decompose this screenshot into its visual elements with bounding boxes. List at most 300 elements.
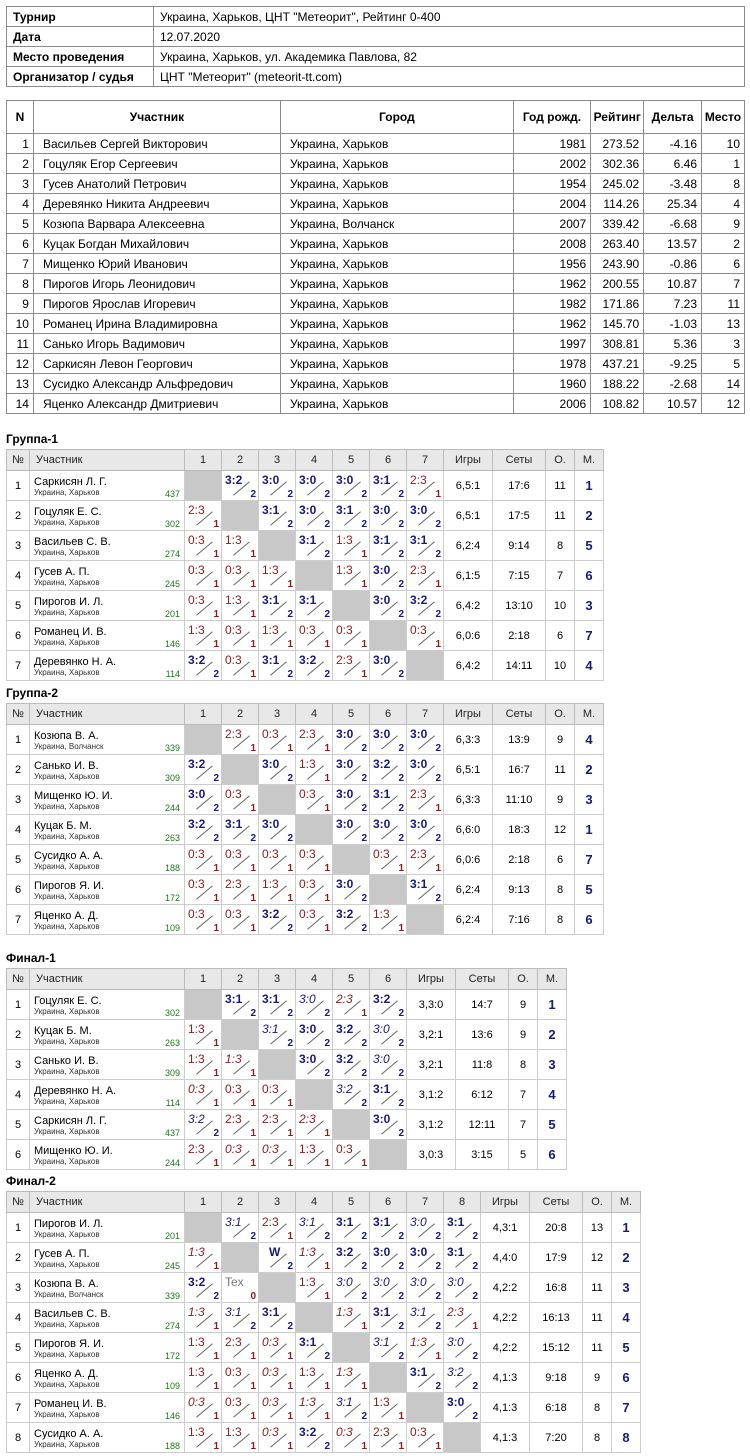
match-cell <box>333 1140 370 1170</box>
participant-cell <box>30 1363 185 1393</box>
match-cell <box>259 1080 296 1110</box>
match-score: 1:3 <box>188 1335 205 1349</box>
match-points: 2 <box>213 669 219 680</box>
self-cell <box>333 1333 370 1363</box>
match-points: 1 <box>213 1038 219 1049</box>
table-row <box>7 905 604 935</box>
match-score: 0:3 <box>262 1425 279 1439</box>
match-score: 0:3 <box>225 563 242 577</box>
table-cell: 273.52 <box>591 134 644 154</box>
row-number: 6 <box>7 621 30 651</box>
participant-name: Романец И. В. <box>34 625 107 638</box>
column-header: 4 <box>296 704 333 725</box>
self-cell <box>333 845 370 875</box>
row-number: 4 <box>7 1303 30 1333</box>
match-cell <box>333 905 370 935</box>
match-cell <box>333 725 370 755</box>
participant-city: Украина, Харьков <box>34 801 100 811</box>
match-points: 1 <box>250 803 256 814</box>
match-score: 0:3 <box>410 623 427 637</box>
match-points: 1 <box>213 1381 219 1392</box>
match-cell <box>296 1050 333 1080</box>
match-score: 1:3 <box>188 1365 205 1379</box>
match-points: 2 <box>398 609 404 620</box>
match-points: 1 <box>435 803 441 814</box>
participant-city: Украина, Харьков <box>34 771 100 781</box>
participant-city: Украина, Харьков <box>34 637 100 647</box>
match-score: 0:3 <box>336 1142 353 1156</box>
match-cell <box>185 1020 222 1050</box>
match-score: 1:3 <box>225 1425 242 1439</box>
table-cell: Пирогов Ярослав Игоревич <box>33 294 280 314</box>
match-cell <box>370 725 407 755</box>
match-score: 3:0 <box>299 473 317 487</box>
match-points: 2 <box>398 1351 404 1362</box>
row-number: 7 <box>7 1393 30 1423</box>
table-cell: Саркисян Левон Георгович <box>33 354 280 374</box>
sets-cell: 16:8 <box>530 1273 583 1303</box>
column-header: 3 <box>259 704 296 725</box>
section-title: Финал-1 <box>6 951 56 965</box>
table-cell: Украина, Харьков <box>280 354 513 374</box>
match-cell <box>185 1333 222 1363</box>
participant-name: Козюпа В. А. <box>34 729 99 742</box>
match-cell <box>222 1423 259 1453</box>
table-row <box>7 815 604 845</box>
games-cell: 6,0:6 <box>444 845 493 875</box>
table-cell: Украина, Харьков <box>280 174 513 194</box>
match-score: 3:0 <box>447 1335 464 1349</box>
match-cell <box>370 1020 407 1050</box>
match-score: 3:0 <box>373 817 391 831</box>
participant-city: Украина, Харьков <box>34 1006 100 1016</box>
match-cell <box>222 725 259 755</box>
table-cell: 10 <box>702 134 745 154</box>
match-score: 1:3 <box>373 907 390 921</box>
column-header: М. <box>538 969 567 990</box>
match-cell <box>407 785 444 815</box>
section-title: Финал-2 <box>6 1174 56 1188</box>
self-cell <box>259 531 296 561</box>
match-score: 1:3 <box>188 1245 205 1259</box>
column-header: 3 <box>259 969 296 990</box>
table-cell: 1962 <box>513 274 590 294</box>
match-points: 2 <box>213 833 219 844</box>
match-cell <box>444 1273 481 1303</box>
match-score: 0:3 <box>336 1425 353 1439</box>
sets-cell: 7:15 <box>493 561 546 591</box>
games-cell: 6,4:2 <box>444 591 493 621</box>
participant-rating: 114 <box>165 1098 180 1108</box>
match-score: 2:3 <box>225 877 242 891</box>
info-row <box>7 47 745 67</box>
self-cell <box>222 501 259 531</box>
column-header: Участник <box>30 704 185 725</box>
match-points: 1 <box>213 549 219 560</box>
match-points: 1 <box>250 1351 256 1362</box>
self-cell <box>370 621 407 651</box>
match-points: 2 <box>361 833 367 844</box>
table-cell: 4 <box>702 194 745 214</box>
match-cell <box>259 755 296 785</box>
match-score: 3:0 <box>336 817 354 831</box>
table-cell: 11 <box>702 294 745 314</box>
match-points: 2 <box>361 923 367 934</box>
table-cell: 2002 <box>513 154 590 174</box>
column-header: 7 <box>407 1192 444 1213</box>
match-score: 1:3 <box>336 563 353 577</box>
match-cell <box>259 1140 296 1170</box>
match-cell <box>259 591 296 621</box>
row-number: 2 <box>7 755 30 785</box>
table-cell: 2006 <box>513 394 590 414</box>
match-points: 1 <box>250 923 256 934</box>
participant-cell <box>30 591 185 621</box>
match-points: 1 <box>361 1158 367 1169</box>
match-points: 2 <box>250 1321 256 1332</box>
match-cell <box>370 1243 407 1273</box>
match-points: 2 <box>324 609 330 620</box>
match-score: 0:3 <box>299 907 316 921</box>
participant-rating: 339 <box>164 1291 180 1301</box>
match-cell <box>370 591 407 621</box>
match-score: 3:1 <box>410 1305 427 1319</box>
place-cell: 7 <box>575 621 604 651</box>
table-cell: 308.81 <box>591 334 644 354</box>
self-cell <box>185 1213 222 1243</box>
place-cell: 2 <box>612 1243 641 1273</box>
match-cell <box>370 1050 407 1080</box>
match-score: 3:2 <box>336 1052 354 1066</box>
table-cell: Украина, Харьков <box>280 334 513 354</box>
match-cell <box>370 990 407 1020</box>
table-cell: 339.42 <box>591 214 644 234</box>
match-cell <box>296 651 333 681</box>
table-cell: -9.25 <box>644 354 702 374</box>
match-points: 1 <box>287 579 293 590</box>
match-score: 3:1 <box>299 533 317 547</box>
match-points: 1 <box>361 579 367 590</box>
match-score: 1:3 <box>299 1395 316 1409</box>
table-row <box>7 1333 641 1363</box>
match-cell <box>370 815 407 845</box>
games-cell: 4,2:2 <box>481 1333 530 1363</box>
match-cell <box>370 1333 407 1363</box>
match-cell <box>222 875 259 905</box>
match-score: 3:0 <box>410 817 428 831</box>
match-cell <box>259 845 296 875</box>
match-score: 1:3 <box>188 1425 205 1439</box>
match-points: 2 <box>398 743 404 754</box>
match-score: 3:0 <box>373 1245 391 1259</box>
info-key: Организатор / судья <box>7 67 154 87</box>
match-score: 2:3 <box>299 1112 316 1126</box>
match-cell <box>370 785 407 815</box>
match-points: 1 <box>213 1441 219 1452</box>
table-cell: 5 <box>7 214 34 234</box>
participant-cell <box>30 845 185 875</box>
games-cell: 3,1:2 <box>407 1110 456 1140</box>
match-cell <box>222 531 259 561</box>
match-cell <box>444 1303 481 1333</box>
match-score: 2:3 <box>447 1305 464 1319</box>
table-cell: Украина, Волчанск <box>280 214 513 234</box>
self-cell <box>296 815 333 845</box>
participant-cell <box>30 725 185 755</box>
participant-name: Васильев С. В. <box>34 1307 111 1320</box>
match-cell <box>185 1393 222 1423</box>
place-cell: 8 <box>612 1423 641 1453</box>
points-cell: 6 <box>546 845 575 875</box>
match-points: 1 <box>435 1441 441 1452</box>
info-value: 12.07.2020 <box>154 27 745 47</box>
participant-name: Мищенко Ю. И. <box>34 1144 113 1157</box>
participant-cell <box>30 1140 185 1170</box>
table-cell: 1954 <box>513 174 590 194</box>
match-points: 2 <box>361 803 367 814</box>
participant-city: Украина, Харьков <box>34 1036 100 1046</box>
participant-name: Пирогов И. Л. <box>34 595 104 608</box>
match-points: 1 <box>287 639 293 650</box>
match-score: 3:1 <box>336 503 354 517</box>
match-score: 3:2 <box>188 817 206 831</box>
row-number: 7 <box>7 905 30 935</box>
match-score: 0:3 <box>225 907 242 921</box>
table-row <box>7 374 745 394</box>
match-cell <box>185 561 222 591</box>
participant-rating: 146 <box>164 639 180 649</box>
match-cell <box>296 1140 333 1170</box>
grid-header-row <box>7 704 604 725</box>
match-score: 3:2 <box>225 473 243 487</box>
match-score: 3:0 <box>410 503 428 517</box>
column-header: № <box>7 1192 30 1213</box>
match-score: 1:3 <box>373 1395 390 1409</box>
match-score: 3:2 <box>373 992 391 1006</box>
column-header: Сеты <box>530 1192 583 1213</box>
row-number: 5 <box>7 845 30 875</box>
match-cell <box>370 1110 407 1140</box>
column-header: 1 <box>185 450 222 471</box>
match-cell <box>185 1050 222 1080</box>
match-cell <box>407 1213 444 1243</box>
match-points: 2 <box>287 1008 293 1019</box>
match-cell <box>370 755 407 785</box>
match-score: W <box>269 1245 281 1259</box>
participant-city: Украина, Харьков <box>34 891 100 901</box>
match-score: 0:3 <box>225 1365 242 1379</box>
match-points: 2 <box>324 669 330 680</box>
section-title: Группа-2 <box>6 686 59 700</box>
match-score: 2:3 <box>410 787 427 801</box>
row-number: 1 <box>7 471 30 501</box>
match-score: 3:1 <box>225 1305 242 1319</box>
match-points: 2 <box>324 1351 330 1362</box>
table-cell: Гоцуляк Егор Сергеевич <box>33 154 280 174</box>
match-points: 2 <box>361 519 367 530</box>
match-cell <box>333 1213 370 1243</box>
match-score: 1:3 <box>188 1022 205 1036</box>
match-cell <box>259 561 296 591</box>
match-points: 1 <box>250 893 256 904</box>
match-score: 3:0 <box>373 1112 391 1126</box>
table-row <box>7 294 745 314</box>
column-header: 7 <box>407 450 444 471</box>
participant-rating: 437 <box>164 489 180 499</box>
info-row <box>7 67 745 87</box>
self-cell <box>296 1080 333 1110</box>
games-cell: 6,1:5 <box>444 561 493 591</box>
participant-name: Яценко А. Д. <box>34 1367 99 1380</box>
column-header: 5 <box>333 969 370 990</box>
table-cell: 1981 <box>513 134 590 154</box>
participant-name: Саркисян Л. Г. <box>34 475 107 488</box>
match-cell <box>185 1080 222 1110</box>
match-cell <box>407 1333 444 1363</box>
match-score: 3:0 <box>373 503 391 517</box>
match-points: 1 <box>250 669 256 680</box>
self-cell <box>370 875 407 905</box>
table-row <box>7 651 604 681</box>
match-score: 0:3 <box>299 877 316 891</box>
table-cell: 1978 <box>513 354 590 374</box>
table-cell: Украина, Харьков <box>280 274 513 294</box>
match-points: 2 <box>213 1291 219 1302</box>
match-cell <box>259 651 296 681</box>
table-cell: 188.22 <box>591 374 644 394</box>
match-score: 3:0 <box>410 1275 427 1289</box>
match-points: 1 <box>361 1381 367 1392</box>
match-cell <box>222 815 259 845</box>
match-score: 3:0 <box>447 1275 464 1289</box>
match-score: 3:0 <box>299 1052 317 1066</box>
sets-cell: 6:12 <box>456 1080 509 1110</box>
participant-name: Козюпа В. А. <box>34 1277 99 1290</box>
column-header: № <box>7 969 30 990</box>
sets-cell: 16:13 <box>530 1303 583 1333</box>
sets-cell: 9:13 <box>493 875 546 905</box>
round-robin-table <box>6 1191 641 1453</box>
games-cell: 4,2:2 <box>481 1303 530 1333</box>
sets-cell: 6:18 <box>530 1393 583 1423</box>
match-points: 2 <box>398 1038 404 1049</box>
participant-cell <box>30 501 185 531</box>
table-cell: 10 <box>7 314 34 334</box>
match-points: 2 <box>287 609 293 620</box>
points-cell: 11 <box>583 1273 612 1303</box>
match-score: 3:1 <box>262 653 280 667</box>
match-points: 1 <box>250 1441 256 1452</box>
match-cell <box>259 1333 296 1363</box>
match-cell <box>222 1213 259 1243</box>
match-cell <box>296 1243 333 1273</box>
table-cell: 243.90 <box>591 254 644 274</box>
match-points: 1 <box>361 669 367 680</box>
match-points: 1 <box>435 1351 441 1362</box>
match-score: Tex <box>225 1275 244 1289</box>
participant-cell <box>30 1303 185 1333</box>
row-number: 3 <box>7 531 30 561</box>
column-header: 2 <box>222 450 259 471</box>
match-cell <box>185 875 222 905</box>
match-points: 1 <box>472 1321 478 1332</box>
participant-cell <box>30 1273 185 1303</box>
table-row <box>7 591 604 621</box>
match-cell <box>259 905 296 935</box>
table-row <box>7 1080 567 1110</box>
table-cell: 2 <box>702 234 745 254</box>
match-points: 1 <box>250 579 256 590</box>
place-cell: 2 <box>575 501 604 531</box>
participant-city: Украина, Харьков <box>34 607 100 617</box>
table-cell: 3 <box>7 174 34 194</box>
table-cell: 10.87 <box>644 274 702 294</box>
table-cell: 7 <box>7 254 34 274</box>
games-cell: 6,5:1 <box>444 501 493 531</box>
match-points: 2 <box>324 1008 330 1019</box>
match-points: 2 <box>398 1068 404 1079</box>
match-score: 1:3 <box>225 593 242 607</box>
match-points: 1 <box>324 1158 330 1169</box>
match-cell <box>259 1110 296 1140</box>
participant-city: Украина, Харьков <box>34 1259 100 1269</box>
points-cell: 13 <box>583 1213 612 1243</box>
match-cell <box>333 1393 370 1423</box>
points-cell: 8 <box>583 1393 612 1423</box>
table-cell: -4.16 <box>644 134 702 154</box>
participant-rating: 172 <box>164 1351 180 1361</box>
row-number: 6 <box>7 1363 30 1393</box>
match-score: 2:3 <box>336 992 353 1006</box>
match-points: 2 <box>472 1381 478 1392</box>
match-score: 3:0 <box>336 877 354 891</box>
match-cell <box>333 1423 370 1453</box>
points-cell: 11 <box>546 755 575 785</box>
games-cell: 4,4:0 <box>481 1243 530 1273</box>
games-cell: 4,1:3 <box>481 1393 530 1423</box>
table-cell: Деревянко Никита Андреевич <box>33 194 280 214</box>
points-cell: 8 <box>546 905 575 935</box>
games-cell: 6,5:1 <box>444 471 493 501</box>
points-cell: 5 <box>509 1140 538 1170</box>
row-number: 6 <box>7 875 30 905</box>
table-cell: Украина, Харьков <box>280 394 513 414</box>
info-row <box>7 7 745 27</box>
participant-name: Деревянко Н. А. <box>34 1084 117 1097</box>
match-score: 0:3 <box>262 1395 279 1409</box>
match-cell <box>407 725 444 755</box>
table-cell: 7 <box>702 274 745 294</box>
table-cell: 171.86 <box>591 294 644 314</box>
match-points: 2 <box>250 489 256 500</box>
row-number: 4 <box>7 815 30 845</box>
match-score: 3:1 <box>447 1215 465 1229</box>
match-score: 3:2 <box>336 1245 354 1259</box>
column-header: М. <box>612 1192 641 1213</box>
table-row <box>7 1243 641 1273</box>
row-number: 4 <box>7 1080 30 1110</box>
match-cell <box>222 591 259 621</box>
participant-name: Гоцуляк Е. С. <box>34 994 102 1007</box>
table-row <box>7 1423 641 1453</box>
place-cell: 5 <box>575 531 604 561</box>
column-header: Игры <box>444 450 493 471</box>
match-cell <box>296 755 333 785</box>
match-points: 2 <box>435 609 441 620</box>
match-score: 2:3 <box>225 727 242 741</box>
points-cell: 8 <box>546 531 575 561</box>
match-score: 2:3 <box>188 503 205 517</box>
